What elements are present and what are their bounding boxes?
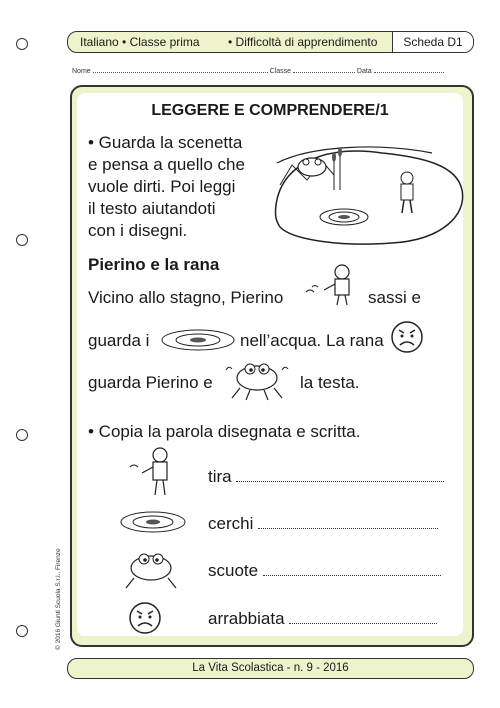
answer-line[interactable] bbox=[236, 467, 444, 482]
copy-word: tira bbox=[208, 467, 232, 486]
boy-throwing-icon bbox=[128, 445, 190, 497]
frog-shaking-head-icon bbox=[118, 548, 184, 590]
copy-row-tira bbox=[208, 466, 444, 488]
frog-shaking-head-icon bbox=[222, 356, 292, 402]
answer-line[interactable] bbox=[258, 514, 438, 529]
binder-hole bbox=[16, 38, 28, 50]
binder-hole bbox=[16, 429, 28, 441]
header-topic: • Difficoltà di apprendimento bbox=[228, 35, 378, 49]
name-label: Nome bbox=[72, 68, 91, 75]
header-subject: Italiano • Classe prima bbox=[80, 35, 200, 49]
story-line-1a: Vicino allo stagno, Pierino bbox=[88, 288, 284, 307]
date-line[interactable] bbox=[374, 65, 444, 73]
copy-word: scuote bbox=[208, 561, 259, 580]
copy-row-cerchi bbox=[208, 513, 438, 535]
class-label: Classe bbox=[269, 68, 291, 75]
answer-line[interactable] bbox=[289, 609, 437, 624]
copy-word: arrabbiata bbox=[208, 609, 285, 628]
story-line-1b: sassi e bbox=[368, 288, 421, 307]
story-title: Pierino e la rana bbox=[88, 255, 220, 274]
angry-face-icon bbox=[390, 320, 424, 354]
page-title: LEGGERE E COMPRENDERE/1 bbox=[151, 102, 389, 119]
pond-scene-illustration bbox=[272, 135, 472, 250]
story-line-3b: la testa. bbox=[300, 373, 360, 392]
header-bar bbox=[67, 31, 474, 53]
answer-line[interactable] bbox=[263, 561, 441, 576]
instruction-2: • Copia la parola disegnata e scritta. bbox=[88, 422, 361, 441]
copy-row-scuote bbox=[208, 560, 441, 582]
binder-hole bbox=[16, 625, 28, 637]
instruction-1-line: il testo aiutandoti bbox=[88, 199, 216, 218]
date-label: Data bbox=[356, 68, 372, 75]
story-line-2b: nell’acqua. La rana bbox=[240, 331, 384, 350]
story-line-3a: guarda Pierino e bbox=[88, 373, 213, 392]
instruction-1 bbox=[88, 132, 245, 242]
story-line-2a: guarda i bbox=[88, 331, 150, 350]
instruction-1-line: e pensa a quello che bbox=[88, 155, 245, 174]
instruction-1-line: • Guarda la scenetta bbox=[88, 133, 243, 152]
name-line[interactable] bbox=[93, 65, 268, 73]
sheet-label: Scheda D1 bbox=[392, 32, 473, 52]
class-line[interactable] bbox=[293, 65, 355, 73]
copy-word: cerchi bbox=[208, 514, 254, 533]
copyright-note: © 2016 Giunti Scuola S.r.l., Firenze bbox=[55, 548, 62, 650]
name-row bbox=[72, 65, 467, 75]
binder-hole bbox=[16, 234, 28, 246]
instruction-1-line: vuole dirti. Poi leggi bbox=[88, 177, 236, 196]
water-rings-icon bbox=[118, 510, 188, 534]
angry-face-icon bbox=[128, 601, 162, 635]
boy-throwing-icon bbox=[302, 262, 364, 306]
water-rings-icon bbox=[158, 328, 238, 352]
instruction-1-line: con i disegni. bbox=[88, 221, 188, 240]
copy-row-arrabbiata bbox=[208, 608, 437, 630]
footer-bar: La Vita Scolastica - n. 9 - 2016 bbox=[67, 658, 474, 679]
